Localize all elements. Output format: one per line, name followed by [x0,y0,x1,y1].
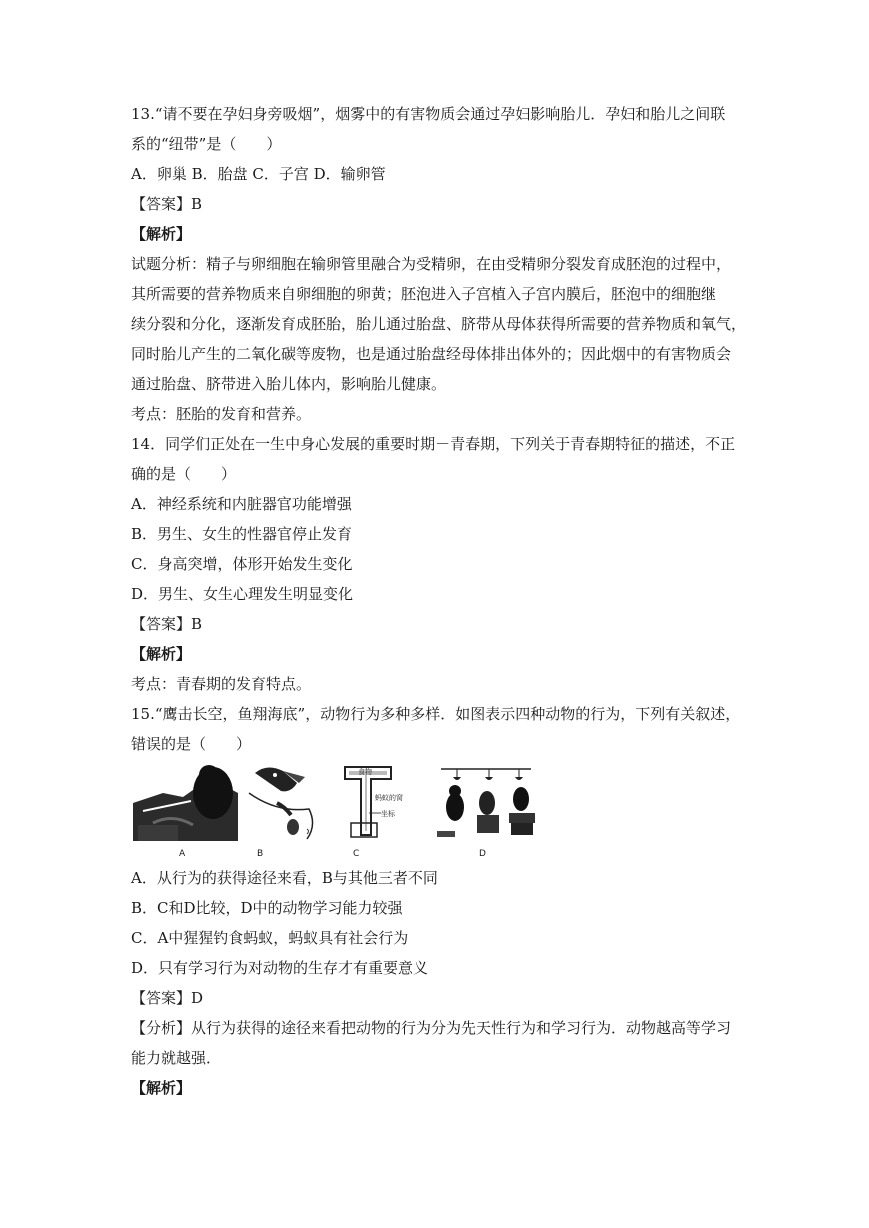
q14-stem-line-2: 确的是（ ） [131,465,237,483]
q15-analysis-line-1: 【分析】从行为获得的途径来看把动物的行为分为先天性行为和学习行为．动物越高等学习 [131,1019,732,1037]
q13-answer: 【答案】B [131,195,203,213]
q13-analysis-line-4: 同时胎儿产生的二氧化碳等废物，也是通过胎盘经母体排出体外的；因此烟中的有害物质会 [131,345,732,363]
q14-answer: 【答案】B [131,615,203,633]
figure-d-label: D [479,849,486,859]
q13-analysis-line-1: 试题分析：精子与卵细胞在输卵管里融合为受精卵，在由受精卵分裂发育成胚泡的过程中， [131,255,732,273]
figure-c-ant-maze [341,763,419,863]
q13-analysis-line-5: 通过胎盘、脐带进入胎儿体内，影响胎儿健康。 [131,375,447,393]
q13-analysis-line-3: 续分裂和分化，逐渐发育成胚胎，胎儿通过胎盘、脐带从母体获得所需要的营养物质和氧气， [131,315,747,333]
q15-option-d: D．只有学习行为对动物的生存才有重要意义 [131,959,429,977]
q15-analysis-heading: 【解析】 [131,1079,192,1097]
q13-stem-line-2: 系的“纽带”是（ ） [131,135,282,153]
figure-c-nest-text: 蚂蚁的窝 [375,794,403,802]
q14-knowledge-point: 考点：青春期的发育特点。 [131,675,312,693]
q14-stem-line-1: 14．同学们正处在一生中身心发展的重要时期－青春期，下列关于青春期特征的描述，不正 [131,435,736,453]
figure-c-label: C [353,849,360,859]
figure-a-label: A [179,849,186,859]
q13-analysis-heading: 【解析】 [131,225,192,243]
figure-d-chimpanzee-boxes [431,763,541,863]
q13-analysis-line-2: 其所需要的营养物质来自卵细胞的卵黄；胚泡进入子宫植入子宫内膜后，胚泡中的细胞继 [131,285,717,303]
q15-option-b: B．C和D比较，D中的动物学习能力较强 [131,899,403,917]
q14-option-c: C．身高突增，体形开始发生变化 [131,555,353,573]
q13-stem-line-1: 13.“请不要在孕妇身旁吸烟”，烟雾中的有害物质会通过孕妇影响胎儿．孕妇和胎儿之间联 [131,105,726,123]
q15-stem-line-1: 15.“鹰击长空，鱼翔海底”，动物行为多种多样．如图表示四种动物的行为，下列有关叙述， [131,705,741,723]
q13-knowledge-point: 考点：胚胎的发育和营养。 [131,405,312,423]
q15-answer: 【答案】D [131,989,204,1007]
figure-b-label: B [257,849,264,859]
figure-c-food-text: 食物 [358,768,372,776]
q14-option-b: B．男生、女生的性器官停止发育 [131,525,353,543]
figure-c-coordinate-text: 坐标 [381,810,395,818]
q15-analysis-line-2: 能力就越强． [131,1049,222,1067]
q15-option-a: A．从行为的获得途径来看，B与其他三者不同 [131,869,438,887]
figure-b-bird-feeding-fish [247,763,322,863]
q13-options: A．卵巢 B．胎盘 C．子宫 D．输卵管 [131,165,386,183]
q15-stem-line-2: 错误的是（ ） [131,735,252,753]
figure-a-chimpanzee [133,763,238,863]
q15-option-c: C．A中猩猩钓食蚂蚁，蚂蚁具有社会行为 [131,929,409,947]
q14-analysis-heading: 【解析】 [131,645,192,663]
q14-option-a: A．神经系统和内脏器官功能增强 [131,495,352,513]
q14-option-d: D．男生、女生心理发生明显变化 [131,585,354,603]
